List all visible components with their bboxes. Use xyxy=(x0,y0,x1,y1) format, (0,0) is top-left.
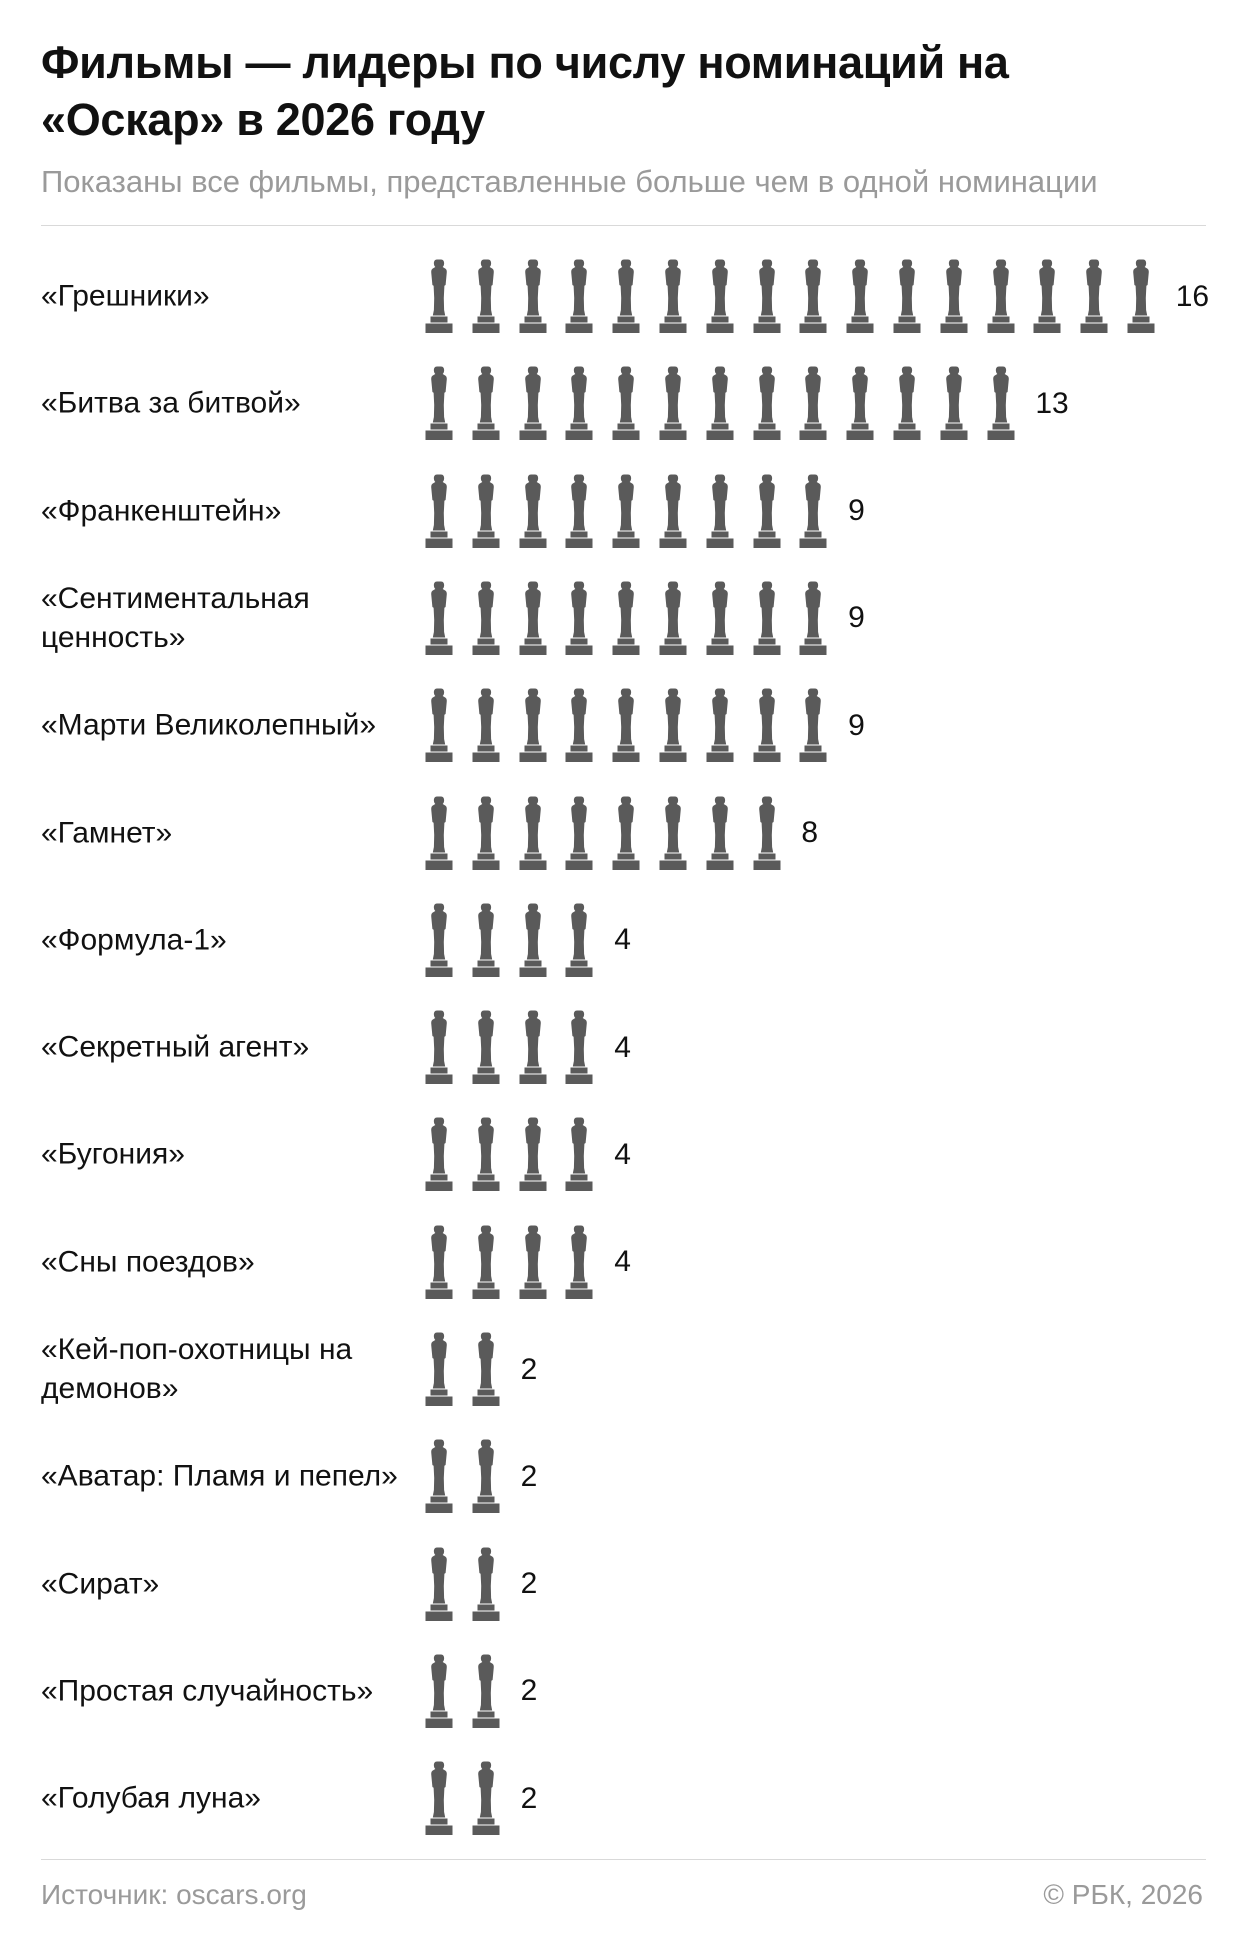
oscar-statuette-icon xyxy=(564,902,594,978)
statuette-shape xyxy=(613,474,640,548)
statuette-shape xyxy=(426,1547,453,1621)
category-label: «Сентиментальная ценность» xyxy=(41,581,310,654)
oscar-statuette-icon xyxy=(705,580,735,656)
statuette-shape xyxy=(519,1225,546,1299)
statuette-shape xyxy=(519,1118,546,1192)
chart-row xyxy=(0,1745,1240,1851)
category-label: «Гамнет» xyxy=(41,816,173,849)
oscar-statuette-icon xyxy=(471,902,501,978)
statuette-shape xyxy=(613,581,640,655)
oscar-statuette-icon xyxy=(564,687,594,763)
bottom-divider xyxy=(41,1859,1206,1860)
oscar-statuette-icon xyxy=(939,365,969,441)
category-label: «Марти Великолепный» xyxy=(41,708,377,742)
oscar-statuette-icon xyxy=(424,1331,454,1407)
category-label: «Грешники» xyxy=(41,279,210,313)
statuette-shape xyxy=(566,581,593,655)
statuette-shape xyxy=(940,367,967,441)
oscar-statuette-icon xyxy=(424,1653,454,1729)
oscar-statuette-icon xyxy=(518,902,548,978)
statuette-bar xyxy=(424,580,865,656)
oscar-statuette-icon xyxy=(471,1438,501,1514)
source-note: Источник: oscars.org xyxy=(41,1879,307,1910)
statuette-shape xyxy=(706,581,733,655)
oscar-statuette-icon xyxy=(611,795,641,871)
category-label: «Аватар: Пламя и пепел» xyxy=(41,1459,398,1493)
statuette-shape xyxy=(659,796,686,870)
oscar-statuette-icon xyxy=(986,365,1016,441)
oscar-statuette-icon xyxy=(892,258,922,334)
statuette-bar xyxy=(424,1331,537,1407)
statuette-bar xyxy=(424,473,865,549)
oscar-statuette-icon xyxy=(471,1331,501,1407)
oscar-statuette-icon xyxy=(1126,258,1156,334)
oscar-statuette-icon xyxy=(752,795,782,871)
value-label: 8 xyxy=(801,816,819,849)
oscar-statuette-icon xyxy=(424,258,454,334)
oscar-statuette-icon xyxy=(424,1224,454,1300)
statuette-bar xyxy=(424,1224,631,1300)
statuette-shape xyxy=(566,796,593,870)
value-label: 2 xyxy=(520,1781,538,1815)
statuette-bar xyxy=(424,1653,537,1729)
statuette-shape xyxy=(426,796,453,870)
value-label: 9 xyxy=(848,494,865,528)
statuette-bar xyxy=(424,902,631,978)
oscar-statuette-icon xyxy=(705,473,735,549)
oscar-statuette-icon xyxy=(518,1224,548,1300)
oscar-statuette-icon xyxy=(658,580,688,656)
oscar-statuette-icon xyxy=(424,473,454,549)
chart-row xyxy=(0,1638,1240,1744)
chart-row xyxy=(0,350,1240,456)
oscar-statuette-icon xyxy=(471,795,501,871)
chart-row xyxy=(0,994,1240,1100)
statuette-shape xyxy=(472,1762,499,1836)
value-label: 2 xyxy=(520,1567,538,1601)
oscar-statuette-icon xyxy=(518,580,548,656)
oscar-statuette-icon xyxy=(518,365,548,441)
oscar-statuette-icon xyxy=(471,1546,501,1622)
statuette-shape xyxy=(1127,260,1154,334)
statuette-shape xyxy=(519,689,546,763)
oscar-statuette-icon xyxy=(705,687,735,763)
statuette-shape xyxy=(659,581,686,655)
statuette-shape xyxy=(566,1225,593,1299)
statuette-shape xyxy=(566,903,593,977)
statuette-shape xyxy=(472,903,499,977)
statuette-shape xyxy=(706,689,733,763)
oscar-statuette-icon xyxy=(658,687,688,763)
oscar-statuette-icon xyxy=(798,473,828,549)
oscar-statuette-icon xyxy=(564,258,594,334)
category-label: «Кей-поп-охотницы на демонов» xyxy=(41,1333,353,1405)
statuette-shape xyxy=(566,367,593,441)
statuette-bar xyxy=(424,365,1069,441)
statuette-bar xyxy=(424,1546,537,1622)
statuette-bar xyxy=(424,258,1209,334)
statuette-shape xyxy=(613,367,640,441)
statuette-shape xyxy=(426,689,453,763)
oscar-statuette-icon xyxy=(611,365,641,441)
category-label: «Формула-1» xyxy=(41,923,227,957)
statuette-shape xyxy=(472,260,499,334)
oscar-statuette-icon xyxy=(845,258,875,334)
oscar-statuette-icon xyxy=(564,1224,594,1300)
oscar-statuette-icon xyxy=(611,258,641,334)
value-label: 4 xyxy=(614,1030,631,1064)
category-label: «Секретный агент» xyxy=(41,1030,310,1064)
statuette-shape xyxy=(472,796,499,870)
statuette-shape xyxy=(706,367,733,441)
statuette-shape xyxy=(426,1762,453,1836)
oscar-statuette-icon xyxy=(798,687,828,763)
chart-title: Фильмы — лидеры по числу номинаций на «Оскар» в 2026 году xyxy=(41,37,1009,145)
statuette-shape xyxy=(1081,260,1108,334)
statuette-shape xyxy=(753,367,780,441)
chart-row xyxy=(0,243,1240,349)
statuette-shape xyxy=(426,1440,453,1514)
value-label: 2 xyxy=(520,1674,538,1708)
oscar-statuette-icon xyxy=(658,473,688,549)
statuette-shape xyxy=(893,260,920,334)
oscar-statuette-icon xyxy=(658,795,688,871)
value-label: 2 xyxy=(520,1352,538,1386)
oscar-statuette-icon xyxy=(939,258,969,334)
statuette-shape xyxy=(659,474,686,548)
chart-subtitle: Показаны все фильмы, представленные больше чем в одной номинации xyxy=(41,164,1098,199)
oscar-statuette-icon xyxy=(564,1009,594,1085)
category-label: «Бугония» xyxy=(41,1137,185,1171)
oscar-statuette-icon xyxy=(424,365,454,441)
statuette-shape xyxy=(753,260,780,334)
statuette-bar xyxy=(424,1760,537,1836)
oscar-statuette-icon xyxy=(518,1116,548,1192)
oscar-statuette-icon xyxy=(564,1116,594,1192)
value-label: 4 xyxy=(614,1245,631,1279)
oscar-statuette-icon xyxy=(611,473,641,549)
oscar-statuette-icon xyxy=(424,1546,454,1622)
oscar-statuette-icon xyxy=(424,687,454,763)
statuette-shape xyxy=(659,367,686,441)
category-label: «Битва за битвой» xyxy=(41,386,301,420)
oscar-statuette-icon xyxy=(986,258,1016,334)
statuette-shape xyxy=(800,581,827,655)
oscar-statuette-icon xyxy=(752,258,782,334)
oscar-statuette-icon xyxy=(1079,258,1109,334)
statuette-shape xyxy=(472,474,499,548)
statuette-shape xyxy=(519,367,546,441)
statuette-shape xyxy=(566,689,593,763)
statuette-shape xyxy=(426,1118,453,1192)
oscar-statuette-icon xyxy=(752,687,782,763)
oscar-statuette-icon xyxy=(611,687,641,763)
oscar-statuette-icon xyxy=(471,580,501,656)
oscar-statuette-icon xyxy=(471,258,501,334)
statuette-shape xyxy=(472,1118,499,1192)
category-label: «Франкенштейн» xyxy=(41,494,282,528)
oscar-statuette-icon xyxy=(752,580,782,656)
oscar-statuette-icon xyxy=(471,1653,501,1729)
statuette-shape xyxy=(566,1011,593,1085)
oscar-statuette-icon xyxy=(471,1009,501,1085)
value-label: 2 xyxy=(520,1459,538,1493)
statuette-shape xyxy=(426,367,453,441)
category-label: «Сират» xyxy=(41,1567,160,1601)
statuette-shape xyxy=(519,474,546,548)
oscar-statuette-icon xyxy=(658,365,688,441)
oscar-statuette-icon xyxy=(424,1760,454,1836)
statuette-shape xyxy=(706,474,733,548)
oscar-statuette-icon xyxy=(424,1438,454,1514)
oscar-statuette-icon xyxy=(564,365,594,441)
chart-row xyxy=(0,458,1240,564)
statuette-shape xyxy=(519,903,546,977)
statuette-shape xyxy=(472,367,499,441)
oscar-statuette-icon xyxy=(705,365,735,441)
statuette-shape xyxy=(847,367,874,441)
oscar-statuette-icon xyxy=(471,687,501,763)
oscar-statuette-icon xyxy=(518,258,548,334)
oscar-statuette-icon xyxy=(518,473,548,549)
statuette-shape xyxy=(847,260,874,334)
statuette-shape xyxy=(753,581,780,655)
statuette-shape xyxy=(566,474,593,548)
statuette-shape xyxy=(426,1654,453,1728)
statuette-shape xyxy=(659,689,686,763)
statuette-shape xyxy=(753,689,780,763)
statuette-shape xyxy=(613,796,640,870)
statuette-shape xyxy=(472,581,499,655)
category-label: «Голубая луна» xyxy=(41,1781,261,1815)
statuette-shape xyxy=(426,1011,453,1085)
oscar-statuette-icon xyxy=(564,795,594,871)
statuette-bar xyxy=(424,1116,631,1192)
oscar-statuette-icon xyxy=(518,1009,548,1085)
statuette-shape xyxy=(800,689,827,763)
statuette-shape xyxy=(426,1225,453,1299)
chart-row xyxy=(0,1209,1240,1315)
copyright-note: © РБК, 2026 xyxy=(1043,1879,1203,1910)
oscar-statuette-icon xyxy=(798,365,828,441)
oscar-statuette-icon xyxy=(424,902,454,978)
chart-row xyxy=(0,780,1240,886)
oscar-statuette-icon xyxy=(471,365,501,441)
chart-row xyxy=(0,565,1240,671)
statuette-shape xyxy=(472,1654,499,1728)
statuette-shape xyxy=(519,1011,546,1085)
oscar-statuette-icon xyxy=(518,795,548,871)
oscar-statuette-icon xyxy=(705,258,735,334)
statuette-shape xyxy=(426,903,453,977)
statuette-shape xyxy=(706,260,733,334)
statuette-shape xyxy=(472,1547,499,1621)
oscar-statuette-icon xyxy=(564,473,594,549)
value-label: 9 xyxy=(848,601,865,635)
statuette-shape xyxy=(800,367,827,441)
oscar-statuette-icon xyxy=(658,258,688,334)
value-label: 4 xyxy=(614,923,631,957)
statuette-bar xyxy=(424,795,818,871)
statuette-shape xyxy=(753,796,780,870)
oscar-statuette-icon xyxy=(471,1224,501,1300)
oscar-statuette-icon xyxy=(424,580,454,656)
chart-row xyxy=(0,1316,1240,1422)
value-label: 9 xyxy=(848,708,865,742)
oscar-statuette-icon xyxy=(798,258,828,334)
oscar-statuette-icon xyxy=(1032,258,1062,334)
oscar-statuette-icon xyxy=(471,1116,501,1192)
statuette-shape xyxy=(472,1333,499,1407)
category-label: «Сны поездов» xyxy=(41,1245,255,1279)
statuette-shape xyxy=(426,1333,453,1407)
oscar-statuette-icon xyxy=(845,365,875,441)
oscar-statuette-icon xyxy=(424,1116,454,1192)
statuette-shape xyxy=(566,260,593,334)
statuette-shape xyxy=(659,260,686,334)
statuette-bar xyxy=(424,1438,537,1514)
statuette-shape xyxy=(519,796,546,870)
value-label: 13 xyxy=(1035,386,1069,420)
statuette-shape xyxy=(472,1440,499,1514)
chart-row xyxy=(0,672,1240,778)
oscar-statuette-icon xyxy=(798,580,828,656)
statuette-shape xyxy=(566,1118,593,1192)
oscar-statuette-icon xyxy=(611,580,641,656)
statuette-shape xyxy=(519,581,546,655)
chart-row xyxy=(0,1531,1240,1637)
statuette-shape xyxy=(613,689,640,763)
statuette-shape xyxy=(800,474,827,548)
statuette-shape xyxy=(1034,260,1061,334)
oscar-statuette-icon xyxy=(892,365,922,441)
oscar-statuette-icon xyxy=(471,1760,501,1836)
statuette-shape xyxy=(987,367,1014,441)
chart-row xyxy=(0,1423,1240,1529)
statuette-shape xyxy=(753,474,780,548)
statuette-bar xyxy=(424,687,865,763)
oscar-statuette-icon xyxy=(471,473,501,549)
chart-row xyxy=(0,887,1240,993)
statuette-shape xyxy=(706,796,733,870)
oscar-statuette-icon xyxy=(752,365,782,441)
value-label: 16 xyxy=(1175,279,1210,313)
oscar-statuette-icon xyxy=(752,473,782,549)
statuette-shape xyxy=(472,1225,499,1299)
statuette-shape xyxy=(426,260,453,334)
statuette-shape xyxy=(987,260,1014,334)
statuette-shape xyxy=(426,474,453,548)
oscar-statuette-icon xyxy=(518,687,548,763)
statuette-shape xyxy=(426,581,453,655)
statuette-shape xyxy=(472,1011,499,1085)
category-label: «Простая случайность» xyxy=(41,1674,374,1708)
oscar-statuette-icon xyxy=(705,795,735,871)
oscar-statuette-icon xyxy=(424,795,454,871)
chart-row xyxy=(0,1101,1240,1207)
oscar-statuette-icon xyxy=(424,1009,454,1085)
statuette-shape xyxy=(519,260,546,334)
value-label: 4 xyxy=(614,1137,631,1171)
statuette-shape xyxy=(800,260,827,334)
statuette-shape xyxy=(472,689,499,763)
statuette-bar xyxy=(424,1009,631,1085)
statuette-shape xyxy=(613,260,640,334)
statuette-shape xyxy=(940,260,967,334)
oscar-statuette-icon xyxy=(564,580,594,656)
statuette-shape xyxy=(893,367,920,441)
